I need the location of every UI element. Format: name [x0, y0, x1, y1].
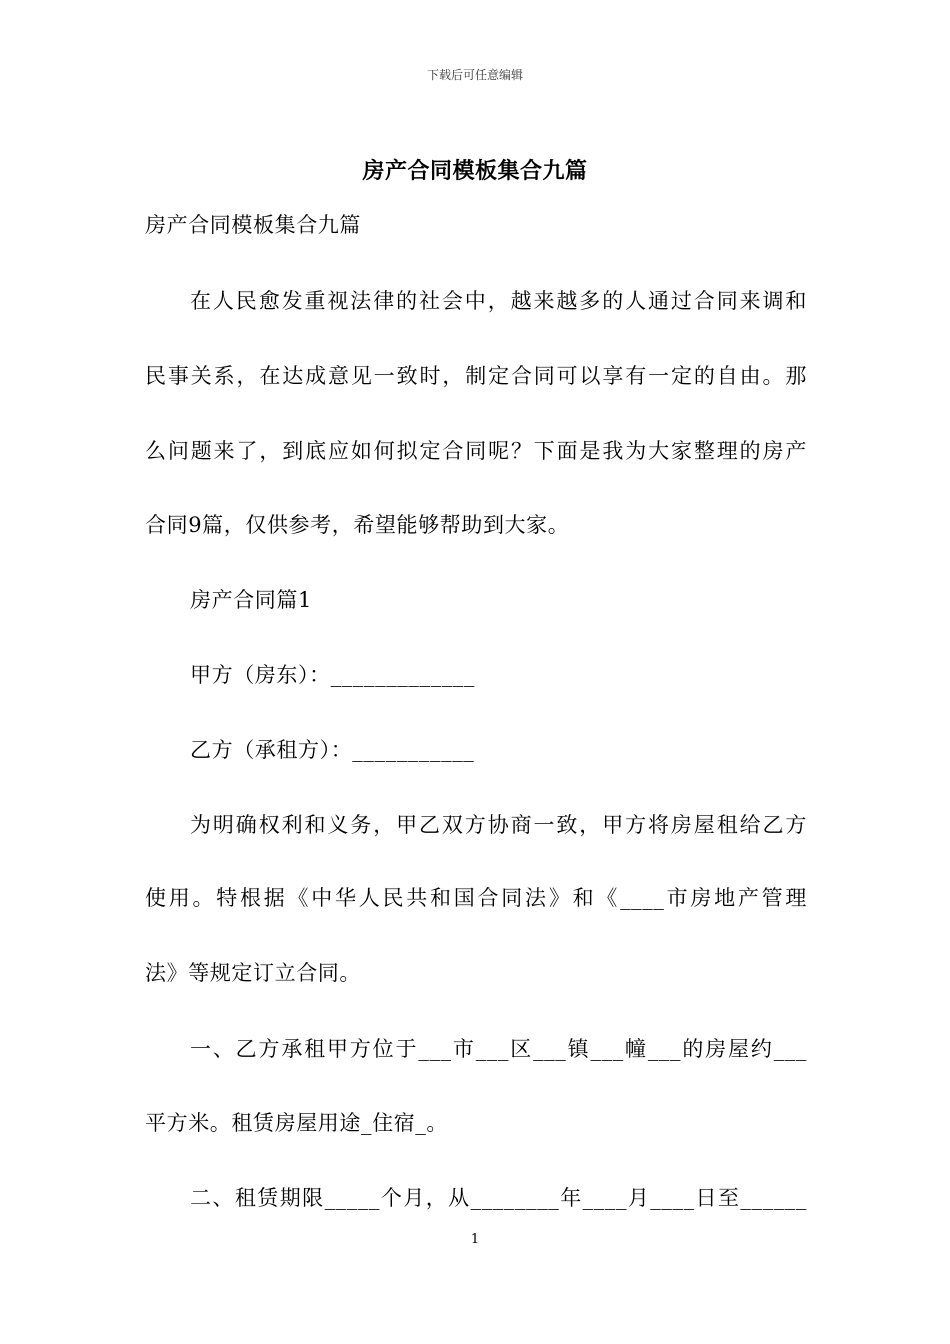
page-number: 1 — [470, 1232, 480, 1247]
party-a-line: 甲方（房东）：_____________ — [190, 663, 475, 687]
intro-line-1: 在人民愈发重视法律的社会中，越来越多的人通过合同来调和 — [190, 289, 807, 313]
document-title: 房产合同模板集合九篇 — [362, 158, 588, 184]
clause-two-line-1: 二、租赁期限_____个月，从________年____月____日至______ — [190, 1186, 807, 1210]
subtitle-line: 房产合同模板集合九篇 — [145, 213, 361, 237]
clause-one-line-1: 一、乙方承租甲方位于___市___区___镇___幢___的房屋约___ — [190, 1037, 807, 1061]
purpose-line-2: 使用。特根据《中华人民共和国合同法》和《____市房地产管理 — [145, 886, 807, 910]
purpose-line-3: 法》等规定订立合同。 — [145, 961, 361, 985]
intro-line-2: 民事关系，在达成意见一致时，制定合同可以享有一定的自由。那 — [145, 364, 807, 388]
intro-line-4: 合同9篇，仅供参考，希望能够帮助到大家。 — [145, 513, 570, 537]
section-heading: 房产合同篇1 — [190, 588, 312, 612]
purpose-line-1: 为明确权利和义务，甲乙双方协商一致，甲方将房屋租给乙方 — [190, 813, 807, 837]
clause-one-line-2: 平方米。租赁房屋用途_住宿_。 — [145, 1111, 448, 1135]
party-b-line: 乙方（承租方）：___________ — [190, 738, 475, 762]
header-note: 下载后可任意编辑 — [426, 68, 523, 82]
intro-line-3: 么问题来了，到底应如何拟定合同呢？下面是我为大家整理的房产 — [145, 439, 807, 463]
